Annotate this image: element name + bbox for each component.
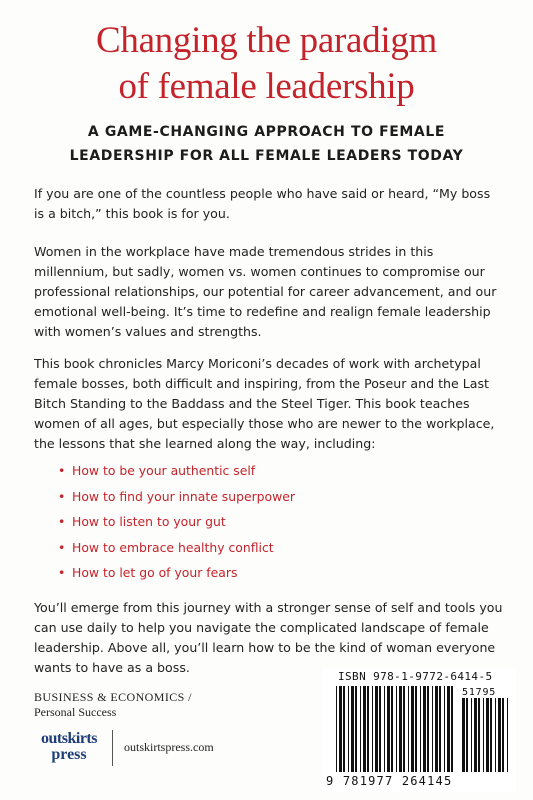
tagline-line-1: A GAME-CHANGING APPROACH TO FEMALE bbox=[87, 124, 446, 140]
publisher-logo bbox=[34, 728, 104, 768]
lesson-text: How to listen to your gut bbox=[72, 514, 226, 529]
ean-number: 9 781977 264145 bbox=[326, 774, 453, 788]
publisher-url: outskirtspress.com bbox=[124, 740, 214, 754]
price-code: 51795 bbox=[462, 687, 497, 698]
headline bbox=[0, 18, 533, 110]
category-sub: Personal Success bbox=[34, 705, 117, 719]
list-item bbox=[58, 461, 295, 487]
lesson-text: How to let go of your fears bbox=[72, 565, 238, 580]
intro-paragraph: If you are one of the countless people who have said or heard, “My boss is a bitch,” this book is for you. bbox=[34, 186, 491, 221]
context-paragraph: Women in the workplace have made tremendous strides in this millennium, but sadly, women vs. women continues to compromise our professional relationships, our potential for career advancement, and our emotional well-being. It’s time to redefine and realign female leadership with women’s values and strengths. bbox=[34, 244, 497, 339]
closing-paragraph: You’ll emerge from this journey with a stronger sense of self and tools you can use daily to help you navigate the complicated landscape of female leadership. Above all, you’ll learn how to be the kind of woman everyone wants to have as a boss. bbox=[34, 600, 503, 675]
publisher-block bbox=[34, 728, 314, 768]
bullet-marker: • bbox=[58, 463, 66, 478]
list-item bbox=[58, 512, 295, 538]
bullet-marker: • bbox=[58, 488, 66, 504]
chronicle-paragraph: This book chronicles Marcy Moriconi’s decades of work with archetypal female bosses, both difficult and inspiring, from the Poseur and the Last Bitch Standing to the Baddass and the Steel Tiger. This book teaches women of all ages, but especially those who are newer to the workplace, the lessons that she learned along the way, including: bbox=[34, 356, 495, 451]
tagline-line-2: LEADERSHIP FOR ALL FEMALE LEADERS TODAY bbox=[69, 148, 464, 164]
logo-word-1: outskirts bbox=[41, 730, 97, 747]
isbn-text: ISBN 978-1-9772-6414-5 bbox=[338, 670, 493, 683]
lesson-text: How to embrace healthy conflict bbox=[72, 539, 274, 555]
bullet-marker: • bbox=[58, 514, 66, 529]
bullet-marker: • bbox=[58, 565, 66, 580]
list-item bbox=[58, 538, 295, 564]
headline-line-1: Changing the paradigm bbox=[95, 20, 437, 61]
lesson-text: How to find your innate superpower bbox=[72, 488, 295, 504]
list-item bbox=[58, 563, 295, 589]
headline-line-2: of female leadership bbox=[118, 66, 415, 107]
barcode-bars bbox=[334, 686, 514, 776]
book-category bbox=[34, 690, 192, 720]
tagline bbox=[0, 120, 533, 168]
bullet-marker: • bbox=[58, 539, 66, 555]
category-main: BUSINESS & ECONOMICS / bbox=[34, 690, 192, 704]
lesson-text: How to be your authentic self bbox=[72, 463, 256, 478]
logo-word-2: press bbox=[51, 746, 87, 763]
publisher-divider bbox=[112, 730, 113, 766]
list-item bbox=[58, 487, 295, 513]
lessons-list bbox=[58, 461, 295, 589]
